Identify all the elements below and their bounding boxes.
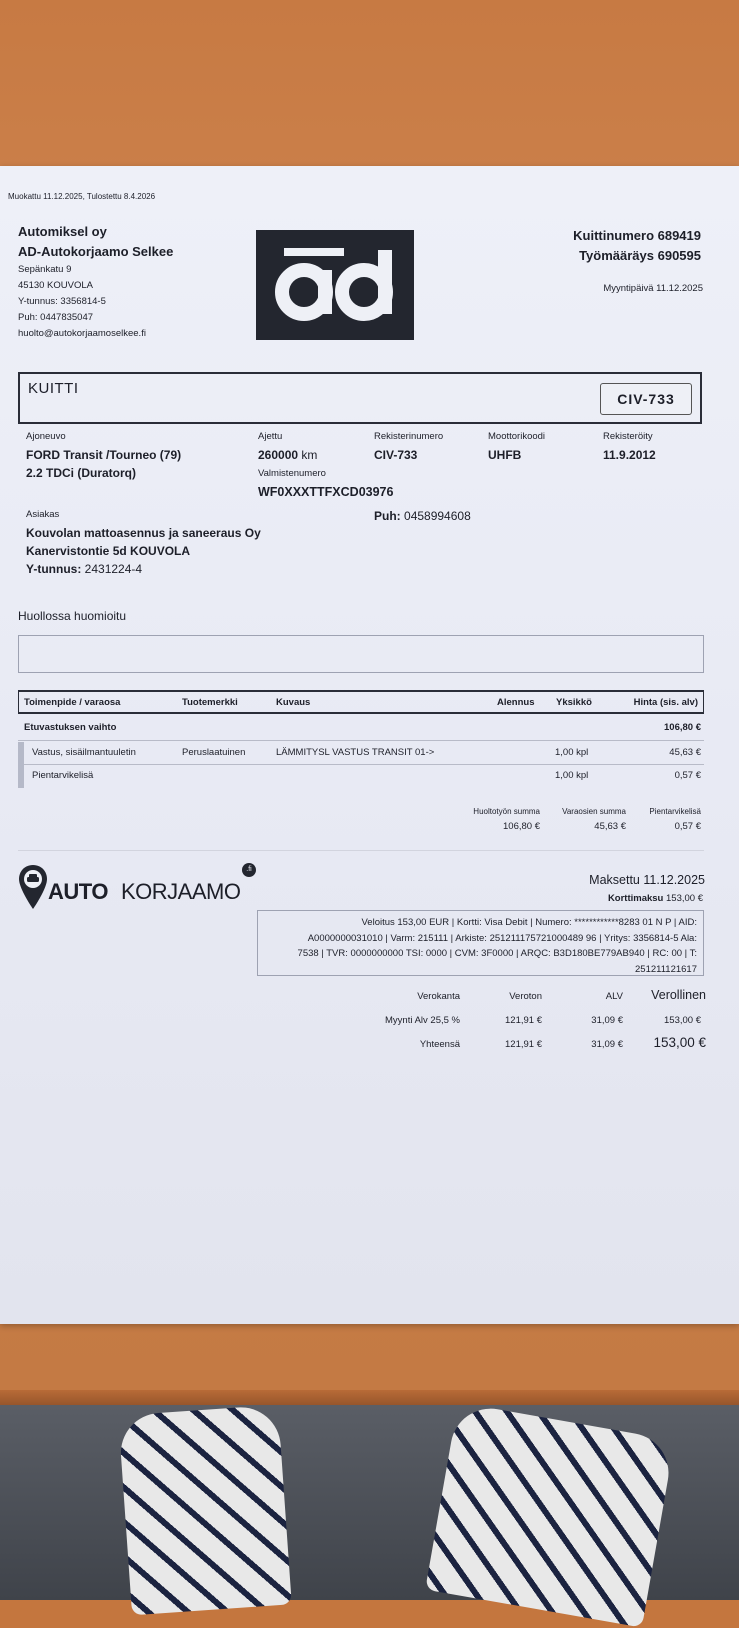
seller-email: huolto@autokorjaamoselkee.fi	[18, 328, 146, 339]
license-plate: CIV-733	[600, 383, 692, 415]
logo-auto-text: AUTO	[48, 879, 108, 904]
tax-total-label: Yhteensä	[419, 1039, 460, 1050]
tax-col-rate: Verokanta	[417, 991, 460, 1002]
card-line-3: 7538 | TVR: 0000000000 TSI: 0000 | CVM: 3F0000 | ARQC: B3D180BE779AB940 | RC: 00 | T:	[297, 948, 697, 959]
col-discount: Alennus	[497, 697, 535, 708]
tax-col-vat: ALV	[605, 991, 623, 1002]
paid-date: Maksettu 11.12.2025	[589, 873, 705, 887]
row1-description: LÄMMITYSL VASTUS TRANSIT 01->	[276, 747, 435, 758]
row1-unit: 1,00 kpl	[555, 747, 589, 758]
customer-name: Kouvolan mattoasennus ja saneeraus Oy	[26, 526, 261, 540]
customer-ytunnus-value: 2431224-4	[84, 562, 143, 576]
row2-unit: 1,00 kpl	[555, 770, 589, 781]
customer-phone-label: Puh:	[374, 509, 401, 523]
sum-parts-value: 45,63 €	[594, 821, 626, 832]
row2-price: 0,57 €	[674, 770, 701, 781]
section-divider	[18, 850, 704, 851]
registration-number-label: Rekisterinumero	[374, 431, 444, 442]
work-order-number: Työmääräys 690595	[579, 248, 701, 263]
mileage	[258, 448, 317, 462]
col-operation: Toimenpide / varaosa	[24, 697, 121, 708]
customer-address: Kanervistontie 5d KOUVOLA	[26, 544, 191, 558]
row1-name: Vastus, sisäilmantuuletin	[32, 747, 136, 758]
right-sock	[425, 1402, 675, 1627]
floor	[0, 1405, 739, 1600]
col-price: Hinta (sis. alv)	[633, 697, 698, 708]
seller-city: 45130 KOUVOLA	[18, 280, 93, 291]
seller-trade-name: AD-Autokorjaamo Selkee	[18, 244, 174, 259]
engine-code: UHFB	[488, 448, 522, 462]
card-line-2: A0000000031010 | Varm: 215111 | Arkiste: 251211175721000489 96 | Yritys: 3356814-5 Ala:	[307, 932, 697, 944]
col-description: Kuvaus	[276, 697, 311, 708]
mileage-unit: km	[301, 448, 318, 462]
notes-label: Huollossa huomioitu	[18, 609, 127, 623]
customer-phone	[374, 509, 471, 523]
card-line-4: 251211121617	[635, 963, 697, 975]
customer-phone-value: 0458994608	[404, 509, 471, 523]
payment-method-amount: 153,00 €	[666, 893, 703, 904]
seller-street: Sepänkatu 9	[18, 264, 72, 275]
tax-total-gross: 153,00 €	[653, 1035, 706, 1050]
receipt-title: KUITTI	[28, 380, 79, 397]
tax-row-gross: 153,00 €	[664, 1015, 701, 1026]
customer-ytunnus-label: Y-tunnus:	[26, 562, 82, 576]
vin-label: Valmistenumero	[258, 468, 326, 479]
registered-date: 11.9.2012	[603, 448, 656, 462]
sum-parts-label: Varaosien summa	[562, 807, 626, 816]
receipt-title-box	[18, 372, 702, 424]
tax-row-label: Myynti Alv 25,5 %	[385, 1015, 460, 1026]
customer-label: Asiakas	[26, 509, 60, 520]
tax-total-vat: 31,09 €	[591, 1039, 623, 1050]
seller-phone: Puh: 0447835047	[18, 312, 94, 323]
sum-supplies-value: 0,57 €	[674, 821, 701, 832]
vehicle-engine: 2.2 TDCi (Duratorq)	[26, 466, 137, 480]
sale-date: Myyntipäivä 11.12.2025	[603, 283, 703, 294]
sum-labor-label: Huoltotyön summa	[473, 807, 540, 816]
autokorjaamo-logo	[18, 863, 258, 913]
logo-korjaamo-text: KORJAAMO	[121, 879, 241, 904]
tax-col-gross: Verollinen	[651, 988, 706, 1002]
vin-value: WF0XXXTTFXCD03976	[258, 485, 394, 499]
receipt-paper	[0, 166, 739, 1324]
registration-number: CIV-733	[374, 448, 418, 462]
group-divider	[18, 740, 704, 741]
vehicle-label: Ajoneuvo	[26, 431, 66, 442]
tax-total-net: 121,91 €	[505, 1039, 542, 1050]
seller-ytunnus: Y-tunnus: 3356814-5	[18, 296, 106, 307]
engine-code-label: Moottorikoodi	[488, 431, 546, 442]
sum-labor-value: 106,80 €	[503, 821, 540, 832]
receipt-number: Kuittinumero 689419	[573, 228, 701, 243]
row1-divider	[24, 764, 704, 765]
card-line-1: Veloitus 153,00 EUR | Kortti: Visa Debit | Numero: ************8283 01 N P | AID:	[361, 917, 697, 928]
payment-method-label: Korttimaksu	[607, 893, 664, 904]
registered-label: Rekisteröity	[603, 431, 653, 442]
sum-supplies-label: Pientarvikelisä	[649, 807, 701, 816]
ad-logo	[256, 230, 414, 340]
vehicle-model: FORD Transit /Tourneo (79)	[26, 448, 182, 462]
tax-row-vat: 31,09 €	[591, 1015, 623, 1026]
col-unit: Yksikkö	[556, 697, 592, 708]
modified-printed-date: Muokattu 11.12.2025, Tulostettu 8.4.2026	[8, 192, 156, 201]
mileage-label: Ajettu	[258, 431, 283, 442]
payment-method	[608, 893, 703, 904]
map-pin-car-icon	[18, 863, 48, 911]
card-transaction-box	[257, 910, 704, 976]
tax-row-net: 121,91 €	[505, 1015, 542, 1026]
mileage-value: 260000	[258, 448, 299, 462]
group-name: Etuvastuksen vaihto	[24, 722, 117, 733]
col-brand: Tuotemerkki	[182, 697, 238, 708]
items-table-header	[18, 690, 704, 714]
left-sock	[118, 1405, 292, 1616]
logo-fi-badge: .fi	[242, 863, 256, 877]
row2-name: Pientarvikelisä	[32, 770, 94, 781]
group-indent-bar	[18, 742, 24, 788]
tax-col-net: Veroton	[509, 991, 542, 1002]
seller-name: Automiksel oy	[18, 224, 107, 239]
row1-brand: Peruslaatuinen	[182, 747, 246, 758]
group-total: 106,80 €	[664, 722, 701, 733]
notes-box	[18, 635, 704, 673]
customer-ytunnus	[26, 562, 142, 576]
ad-logo-icon	[256, 230, 414, 340]
row1-price: 45,63 €	[669, 747, 701, 758]
